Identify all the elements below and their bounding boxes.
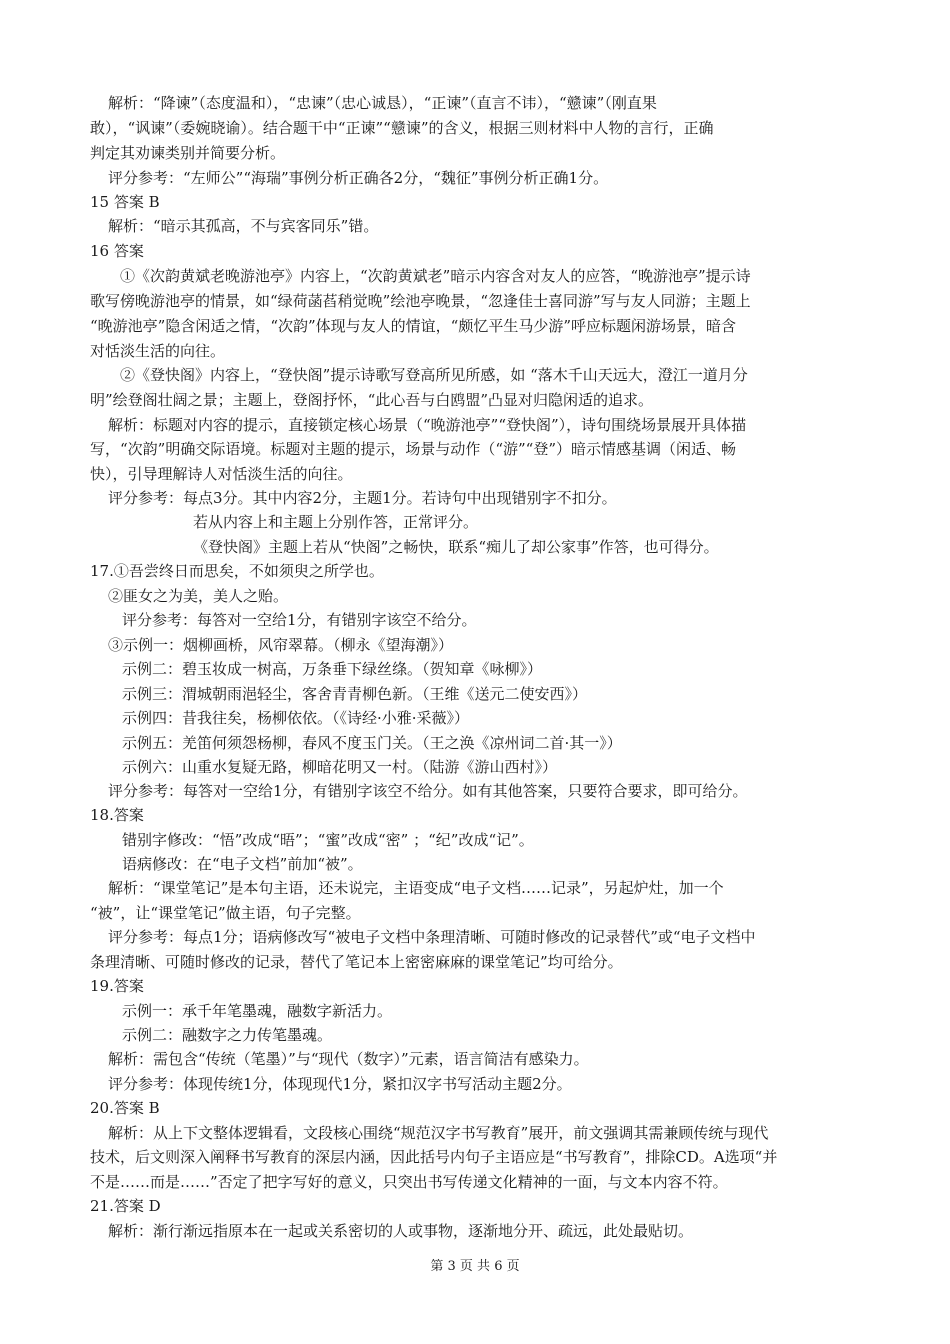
q17-example: 示例四：昔我往矣，杨柳依依。（《诗经·小雅·采薇》） xyxy=(122,709,470,727)
q18-answer: 18.答案 xyxy=(90,806,144,824)
q16-point1-line: 对恬淡生活的向往。 xyxy=(90,342,226,360)
q16-analysis-line: 解析：标题对内容的提示，直接锁定核心场景（“晚游池亭”“登快阁”），诗句围绕场景展开具体描 xyxy=(108,416,747,434)
q16-answer: 16 答案 xyxy=(90,242,144,260)
q17-item2: ②匪女之为美，美人之贻。 xyxy=(108,587,289,605)
q21-analysis: 解析：渐行渐远指原本在一起或关系密切的人或事物，逐渐地分开、疏远，此处最贴切。 xyxy=(108,1222,694,1240)
q19-answer: 19.答案 xyxy=(90,977,144,995)
q16-point1-line: 歌写傍晚游池亭的情景，如“绿荷菡萏稍觉晚”绘池亭晚景，“忽逢佳士喜同游”写与友人同游；主题上 xyxy=(90,292,751,310)
q20-analysis-line: 不是……而是……”否定了把字写好的意义，只突出书写传递文化精神的一面，与文本内容不符。 xyxy=(90,1173,728,1191)
q21-answer: 21.答案 D xyxy=(90,1197,161,1215)
q16-analysis-line: 写，“次韵”明确交际语境。标题对主题的提示，场景与动作（“游”“登”）暗示情感基调（闲适、畅 xyxy=(90,440,737,458)
q19-example: 示例二：融数字之力传笔墨魂。 xyxy=(122,1026,333,1044)
q15-answer: 15 答案 B xyxy=(90,193,160,211)
q18-scoring-line: 评分参考：每点1分；语病修改写“被电子文档中条理清晰、可随时修改的记录替代”或“电子文档中 xyxy=(108,928,756,946)
q14-analysis-line: 敢），“讽谏”（委婉晓谕）。结合题干中“正谏”“戆谏”的含义，根据三则材料中人物的言行，正确 xyxy=(90,119,714,137)
q20-answer: 20.答案 B xyxy=(90,1099,160,1117)
q16-point1-line: “晚游池亭”隐含闲适之情，“次韵”体现与友人的情谊，“颇忆平生马少游”呼应标题闲游场景，暗含 xyxy=(90,317,737,335)
q16-scoring-line: 评分参考：每点3分。其中内容2分，主题1分。若诗句中出现错别字不扣分。 xyxy=(108,489,617,507)
q19-example: 示例一：承千年笔墨魂，融数字新活力。 xyxy=(122,1002,393,1020)
q16-scoring-line: 若从内容上和主题上分别作答，正常评分。 xyxy=(193,513,479,531)
q15-analysis: 解析：“暗示其孤高，不与宾客同乐”错。 xyxy=(108,217,379,235)
page-footer: 第 3 页 共 6 页 xyxy=(430,1259,520,1274)
q17-example: ③示例一：烟柳画桥，风帘翠幕。（柳永《望海潮》） xyxy=(108,636,454,654)
q19-scoring: 评分参考：体现传统1分，体现现代1分，紧扣汉字书写活动主题2分。 xyxy=(108,1075,572,1093)
q18-typo-fix: 错别字修改：“悟”改成“晤”；“蜜”改成“密” ；“纪”改成“记”。 xyxy=(122,831,534,849)
q17-item1: 17.①吾尝终日而思矣，不如须臾之所学也。 xyxy=(90,562,384,580)
q17-scoring1: 评分参考：每答对一空给1分，有错别字该空不给分。 xyxy=(122,611,477,629)
q17-example: 示例五：羌笛何须怨杨柳，春风不度玉门关。（王之涣《凉州词二首·其一》） xyxy=(122,734,622,752)
q16-point1-line: ①《次韵黄斌老晚游池亭》内容上，“次韵黄斌老”暗示内容含对友人的应答，“晚游池亭”提示诗 xyxy=(120,267,751,285)
q20-analysis-line: 技术，后文则深入阐释书写教育的深层内涵，因此括号内句子主语应是“书写教育”，排除CD。A选项“并 xyxy=(90,1148,778,1166)
q18-grammar-fix: 语病修改：在“电子文档”前加“被”。 xyxy=(122,855,363,873)
q16-analysis-line: 快），引导理解诗人对恬淡生活的向往。 xyxy=(90,465,353,483)
q17-example: 示例三：渭城朝雨浥轻尘，客舍青青柳色新。（王维《送元二使安西》） xyxy=(122,685,588,703)
q14-analysis-line: 判定其劝谏类别并简要分析。 xyxy=(90,144,286,162)
q17-example: 示例二：碧玉妆成一树高，万条垂下绿丝绦。（贺知章《咏柳》） xyxy=(122,660,543,678)
q18-analysis-line: 解析：“课堂笔记”是本句主语，还未说完，主语变成“电子文档……记录”，另起炉灶，加一个 xyxy=(108,879,724,897)
q14-analysis-line: 解析：“降谏”（态度温和），“忠谏”（忠心诚恳），“正谏”（直言不讳），“戆谏”（刚直果 xyxy=(108,94,657,112)
q20-analysis-line: 解析：从上下文整体逻辑看，文段核心围绕“规范汉字书写教育”展开，前文强调其需兼顾传统与现代 xyxy=(108,1124,769,1142)
q17-example: 示例六：山重水复疑无路，柳暗花明又一村。（陆游《游山西村》） xyxy=(122,758,558,776)
q18-analysis-line: “被”，让“课堂笔记”做主语，句子完整。 xyxy=(90,904,361,922)
q16-point2-line: 明”绘登阁壮阔之景；主题上，登阁抒怀，“此心吾与白鸥盟”凸显对归隐闲适的追求。 xyxy=(90,391,654,409)
q18-scoring-line: 条理清晰、可随时修改的记录，替代了笔记本上密密麻麻的课堂笔记”均可给分。 xyxy=(90,953,623,971)
q16-point2-line: ②《登快阁》内容上，“登快阁”提示诗歌写登高所见所感，如 “落木千山天远大，澄江一道月分 xyxy=(120,366,748,384)
q19-analysis: 解析：需包含“传统（笔墨）”与“现代（数字）”元素，语言简洁有感染力。 xyxy=(108,1050,589,1068)
q16-scoring-line: 《登快阁》主题上若从“快阁”之畅快，联系“痴儿了却公家事”作答，也可得分。 xyxy=(193,538,719,556)
q14-scoring: 评分参考：“左师公”“海瑞”事例分析正确各2分，“魏征”事例分析正确1分。 xyxy=(108,169,609,187)
q17-scoring2: 评分参考：每答对一空给1分，有错别字该空不给分。如有其他答案，只要符合要求，即可给分。 xyxy=(108,782,748,800)
